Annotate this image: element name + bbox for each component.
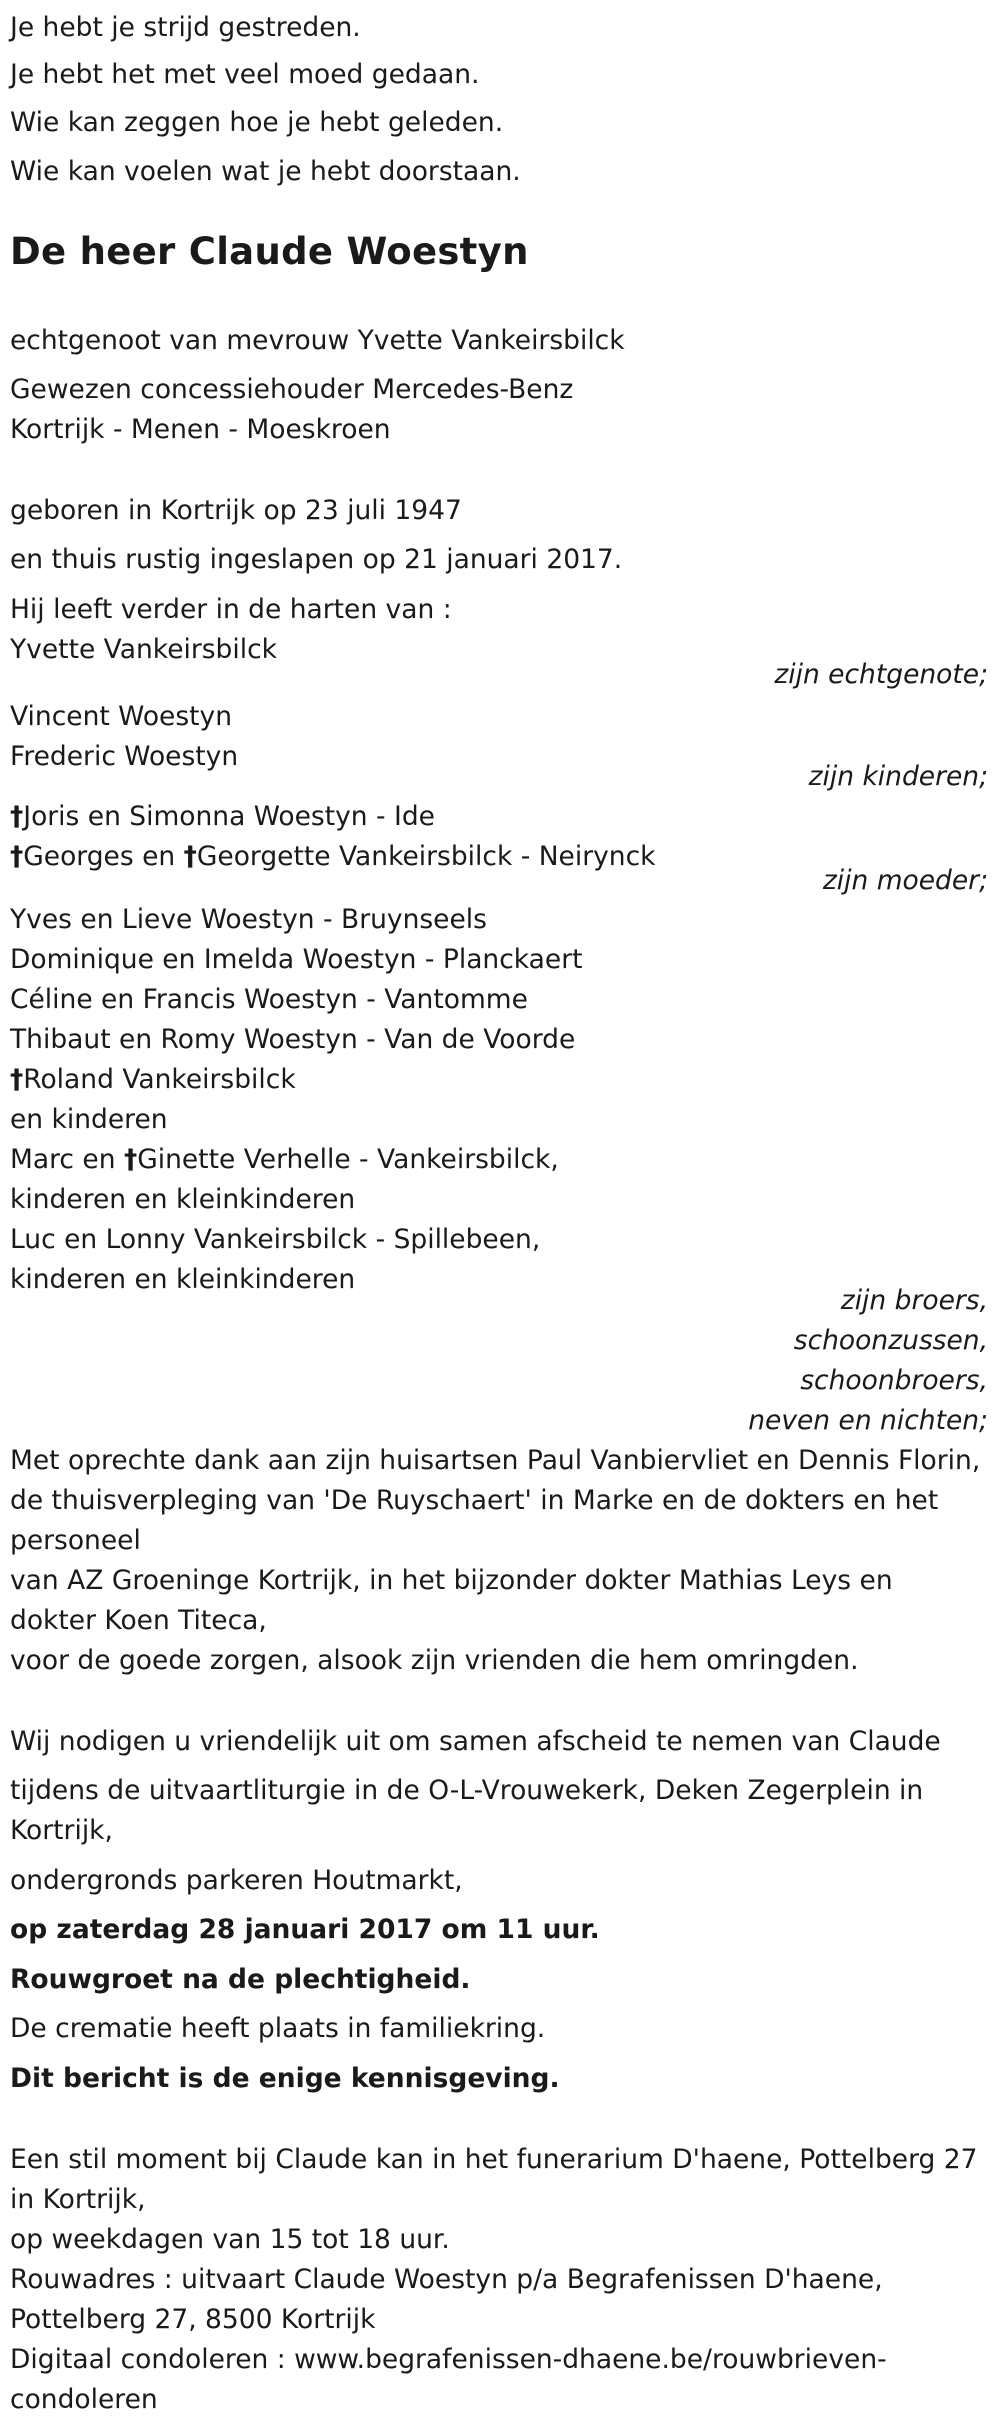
sibling-line: Thibaut en Romy Woestyn - Van de Voorde	[10, 1024, 576, 1055]
sibling-line: Luc en Lonny Vankeirsbilck - Spillebeen,	[10, 1224, 541, 1255]
relation-label: zijn echtgenote;	[774, 659, 988, 690]
visit-line: in Kortrijk,	[10, 2184, 146, 2215]
thanks-line: Met oprechte dank aan zijn huisartsen Paul Vanbiervliet en Dennis Florin,	[10, 1445, 981, 1476]
condolence-line: condoleren	[10, 2384, 158, 2415]
relation-label: zijn kinderen;	[808, 761, 988, 792]
visit-line: Een stil moment bij Claude kan in het funerarium D'haene, Pottelberg 27	[10, 2144, 978, 2175]
invitation-line: Wij nodigen u vriendelijk uit om samen afscheid te nemen van Claude	[10, 1726, 941, 1757]
child-name: Frederic Woestyn	[10, 741, 239, 772]
condolence-line: Digitaal condoleren : www.begrafenissen-dhaene.be/rouwbrieven-	[10, 2344, 887, 2375]
cross-icon: †	[123, 1144, 138, 1175]
invitation-line: tijdens de uitvaartliturgie in de O-L-Vrouwekerk, Deken Zegerplein in	[10, 1775, 924, 1806]
visit-line: op weekdagen van 15 tot 18 uur.	[10, 2224, 450, 2255]
poem-line: Je hebt het met veel moed gedaan.	[10, 59, 480, 90]
sibling-line: Céline en Francis Woestyn - Vantomme	[10, 984, 528, 1015]
relation-label: schoonbroers,	[800, 1365, 988, 1396]
thanks-line: van AZ Groeninge Kortrijk, in het bijzonder dokter Mathias Leys en	[10, 1565, 893, 1596]
relation-label: schoonzussen,	[793, 1325, 988, 1356]
reception-note: Rouwgroet na de plechtigheid.	[10, 1964, 471, 1995]
address-line: Rouwadres : uitvaart Claude Woestyn p/a Begrafenissen D'haene,	[10, 2264, 883, 2295]
death-line: en thuis rustig ingeslapen op 21 januari 2017.	[10, 544, 623, 575]
cross-icon: †	[10, 1064, 24, 1095]
sibling-line: Marc en †Ginette Verhelle - Vankeirsbilck,	[10, 1144, 559, 1175]
address-line: Pottelberg 27, 8500 Kortrijk	[10, 2304, 376, 2335]
relation-label: neven en nichten;	[748, 1405, 988, 1436]
child-name: Vincent Woestyn	[10, 701, 233, 732]
cross-icon: †	[183, 841, 197, 872]
spouse-name: Yvette Vankeirsbilck	[10, 634, 278, 665]
sibling-line: Yves en Lieve Woestyn - Bruynseels	[10, 904, 487, 935]
ceremony-date: op zaterdag 28 januari 2017 om 11 uur.	[10, 1914, 600, 1945]
relation-label: zijn broers,	[840, 1285, 988, 1316]
parents-line: †Joris en Simonna Woestyn - Ide	[10, 801, 435, 832]
thanks-line: personeel	[10, 1525, 141, 1556]
parents-line: †Georges en †Georgette Vankeirsbilck - Neirynck	[10, 841, 656, 872]
profession-line: Kortrijk - Menen - Moeskroen	[10, 414, 391, 445]
profession-line: Gewezen concessiehouder Mercedes-Benz	[10, 374, 574, 405]
cross-icon: †	[10, 801, 24, 832]
cremation-note: De crematie heeft plaats in familiekring.	[10, 2013, 546, 2044]
invitation-line: ondergronds parkeren Houtmarkt,	[10, 1865, 463, 1896]
notice-line: Dit bericht is de enige kennisgeving.	[10, 2063, 560, 2094]
poem-line: Je hebt je strijd gestreden.	[10, 12, 361, 43]
cross-icon: †	[10, 841, 24, 872]
thanks-line: de thuisverpleging van 'De Ruyschaert' in Marke en de dokters en het	[10, 1485, 939, 1516]
invitation-line: Kortrijk,	[10, 1815, 113, 1846]
sibling-line: en kinderen	[10, 1104, 168, 1135]
thanks-line: dokter Koen Titeca,	[10, 1605, 267, 1636]
sibling-line: kinderen en kleinkinderen	[10, 1184, 356, 1215]
spouse-line: echtgenoot van mevrouw Yvette Vankeirsbilck	[10, 325, 625, 356]
sibling-line: kinderen en kleinkinderen	[10, 1264, 356, 1295]
sibling-line: †Roland Vankeirsbilck	[10, 1064, 296, 1095]
survived-intro: Hij leeft verder in de harten van :	[10, 594, 452, 625]
sibling-line: Dominique en Imelda Woestyn - Planckaert	[10, 944, 583, 975]
birth-line: geboren in Kortrijk op 23 juli 1947	[10, 495, 462, 526]
poem-line: Wie kan zeggen hoe je hebt geleden.	[10, 107, 504, 138]
relation-label: zijn moeder;	[822, 865, 988, 896]
deceased-name-title: De heer Claude Woestyn	[10, 230, 529, 273]
poem-line: Wie kan voelen wat je hebt doorstaan.	[10, 156, 521, 187]
thanks-line: voor de goede zorgen, alsook zijn vrienden die hem omringden.	[10, 1645, 859, 1676]
